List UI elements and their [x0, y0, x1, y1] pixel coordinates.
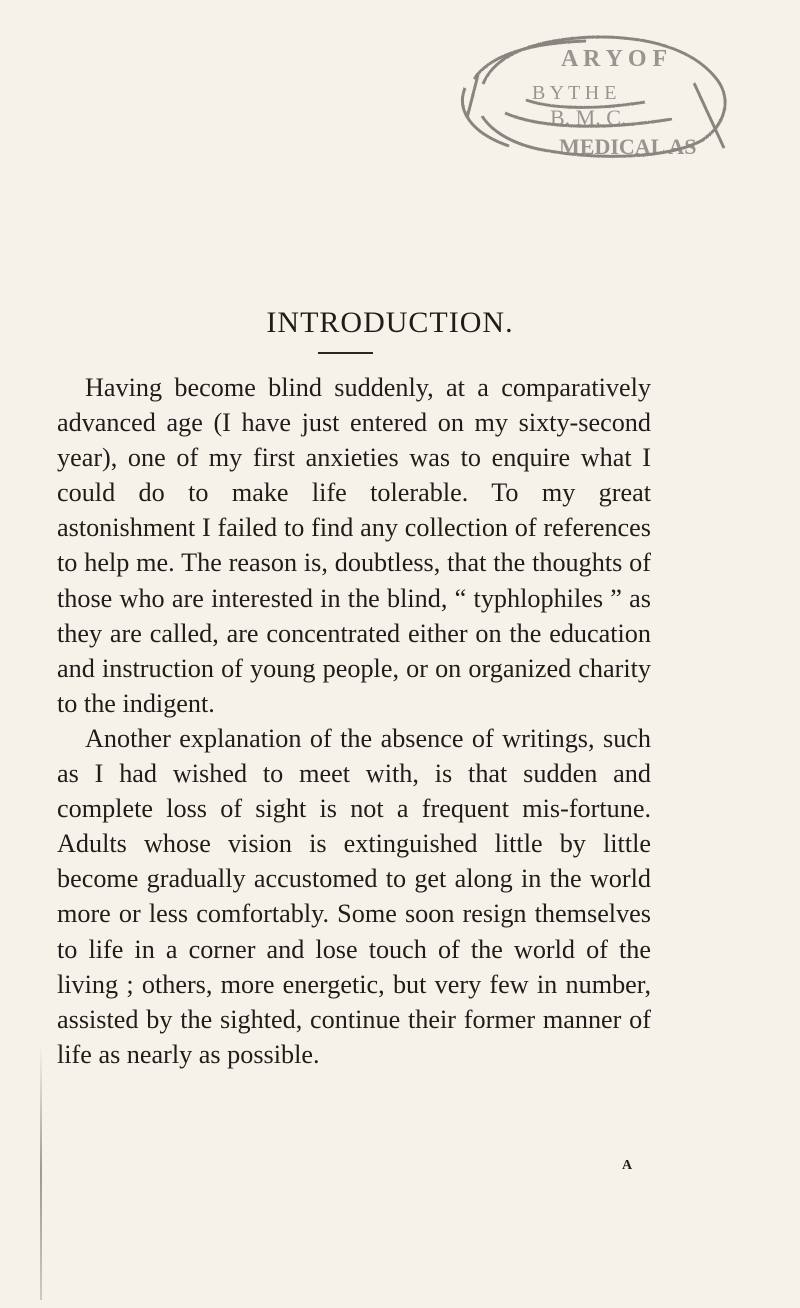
svg-text:B Y T H E: B Y T H E [532, 82, 617, 104]
paragraph-2: Another explanation of the absence of writings, such as I had wished to meet with, is that sudden and complete loss of sight is not a frequent mis-fortune. Adults whose vision is extinguished little by little become gradually accustomed to get along in the world more or less comfortably. Some soon resign themselves to life in a corner and lose touch of the world of the living ; others, more energetic, but very few in number, assisted by the sighted, continue their former manner of life as nearly as possible. [57, 723, 651, 1069]
margin-mark [40, 1045, 42, 1300]
chapter-title: INTRODUCTION. [266, 306, 514, 340]
svg-text:B. M. C.: B. M. C. [550, 105, 627, 130]
library-seal-icon [447, 30, 742, 162]
body-text [57, 370, 651, 1072]
svg-text:A R Y O F: A R Y O F [561, 46, 668, 72]
title-divider [318, 352, 373, 354]
svg-text:MEDICAL AS: MEDICAL AS [559, 134, 697, 159]
signature-mark: A [622, 1158, 633, 1173]
paragraph-1: Having become blind suddenly, at a comparatively advanced age (I have just entered on my sixty-second year), one of my first anxieties was to enquire what I could do to make life tolerable. To my great astonishment I failed to find any collection of references to help me. The reason is, doubtless, that the thoughts of those who are interested in the blind, “ typhlophiles ” as they are called, are concentrated either on the education and instruction of young people, or on organized charity to the indigent. [57, 373, 651, 718]
